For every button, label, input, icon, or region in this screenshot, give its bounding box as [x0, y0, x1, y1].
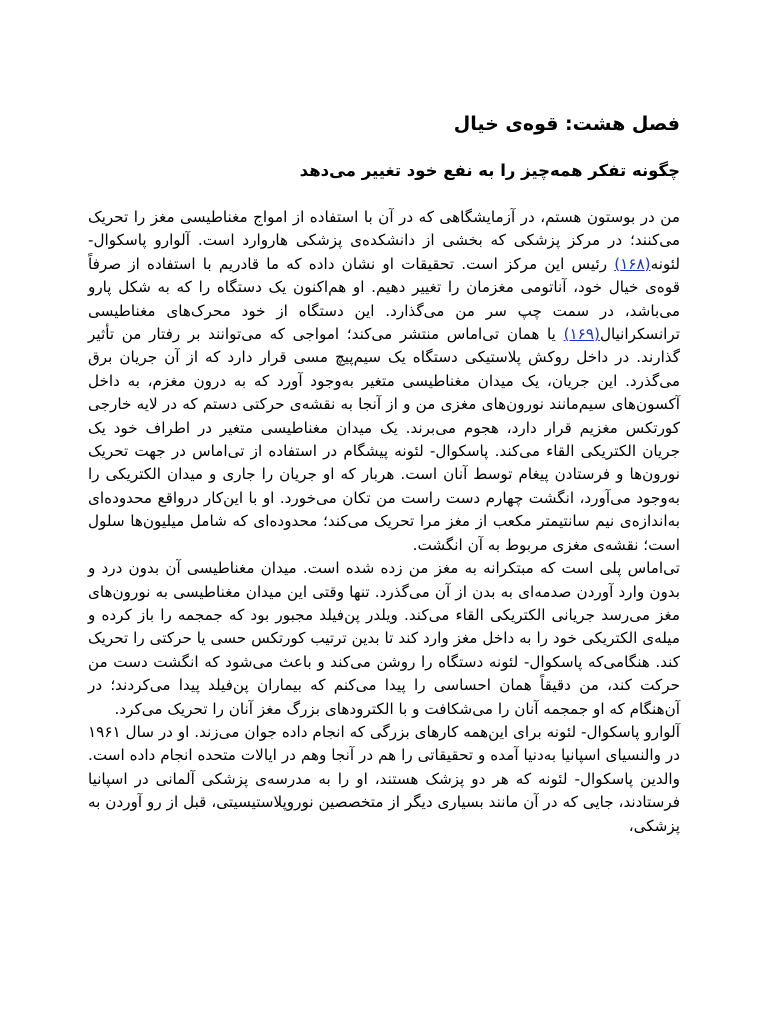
- footnote-link-168[interactable]: (۱۶۸): [614, 254, 651, 273]
- body-paragraph-2: تی‌اماس پلی است که مبتکرانه به مغز من زده شده است. میدان مغناطیسی آن بدون درد و بدون وارد آوردن صدمه‌ای به بدن از آن می‌گذرد. تنها وقتی این میدان مغناطیسی به نورون‌های مغز می‌رسد جریانی الکتریکی القاء می‌کند. ویلدر پن‌فیلد مجبور بود که جمجمه را باز کرده و میله‌ی الکتریکی خود را به داخل مغز وارد کند تا بدین ترتیب کورتکس حسی یا حرکتی را تحریک کند. هنگامی‌که پاسکوال- لئونه دستگاه را روشن می‌کند و باعث می‌شود که انگشت دست من حرکت کند، من دقیقاً همان احساسی را پیدا می‌کنم که بیماران پن‌فیلد پیدا می‌کردند؛ در آن‌هنگام که او جمجمه آنان را می‌شکافت و با الکترودهای بزرگ مغز آنان را تحریک می‌کرد.: [88, 559, 680, 718]
- chapter-title: فصل هشت: قوه‌ی خیال: [453, 113, 680, 135]
- footnote-link-169[interactable]: (۱۶۹): [563, 325, 600, 344]
- chapter-subtitle: چگونه تفکر همه‌چیز را به نفع خود تغییر می‌دهد: [299, 161, 680, 180]
- paragraph-1-text-a: من در بوستون هستم، در آزمایشگاهی که در آن با استفاده از امواج مغناطیسی مغز را تحریک می‌کنند؛ در مرکز پزشکی که بخشی از دانشکده‌ی پزشکی هاروارد است. آلوارو پاسکوال- لئونه: [88, 208, 680, 273]
- body-paragraph-1: [88, 206, 680, 557]
- paragraph-1-text-c: یا همان تی‌اماس منتشر می‌کند؛ امواجی که می‌توانند بر رفتار من تأثیر گذارند. در داخل روکش پلاستیکی دستگاه یک سیم‌پیچ مسی قرار دارد که از آن جریان برق می‌گذرد. این جریان، یک میدان مغناطیسی متغیر به‌وجود آورد که به درون مغزم، به داخل آکسون‌های سیم‌مانند نورون‌های مغزی من و از آنجا به نقشه‌ی حرکتی دستم که در لایه خارجی کورتکس مغزیم قرار دارد، هجوم می‌برند. یک میدان مغناطیسی متغیر در اطراف خود یک جریان الکتریکی القاء می‌کند. پاسکوال- لئونه پیشگام در استفاده از تی‌اماس در جهت تحریک نورون‌ها و فرستادن پیغام توسط آنان است. هربار که او جریان را جاری و میدان الکتریکی را به‌وجود می‌آورد، انگشت چهارم دست راست من تکان می‌خورد. او با این‌کار درواقع محدوده‌ای به‌اندازه‌ی نیم سانتیمتر مکعب از مغز مرا تحریک می‌کند؛ محدوده‌ای که شامل میلیون‌ها سلول است؛ نقشه‌ی مغزی مربوط به آن انگشت.: [88, 325, 680, 554]
- page-watermark: ​: [147, 440, 213, 532]
- document-page: [88, 110, 680, 838]
- body-paragraph-3: آلوارو پاسکوال- لئونه برای این‌همه کارهای بزرگی که انجام داده جوان می‌زند. او در سال ۱۹۶۱ در والنسیای اسپانیا به‌دنیا آمده و تحقیقاتی را هم در آنجا وهم در ایالات متحده انجام داده است. والدین پاسکوال- لئونه که هر دو پزشک هستند، او را به مدرسه‌ی پزشکی آلمانی در اسپانیا فرستادند، جایی که در آن مانند بسیاری دیگر از متخصصین نوروپلاستیسیتی، قبل از رو آوردن به پزشکی،: [88, 722, 680, 835]
- paragraph-1-text-b: رئیس این مرکز است. تحقیقات او نشان داده که ما قادریم با استفاده از صرفاً قوه‌ی خیال خود، آناتومی مغزمان را تغییر دهیم. او هم‌اکنون یک دستگاه را که به شکل پارو می‌باشد، در سمت چپ سر من می‌گذارد. این دستگاه از خود محرک‌های مغناطیسی ترانسکرانیال: [88, 254, 680, 344]
